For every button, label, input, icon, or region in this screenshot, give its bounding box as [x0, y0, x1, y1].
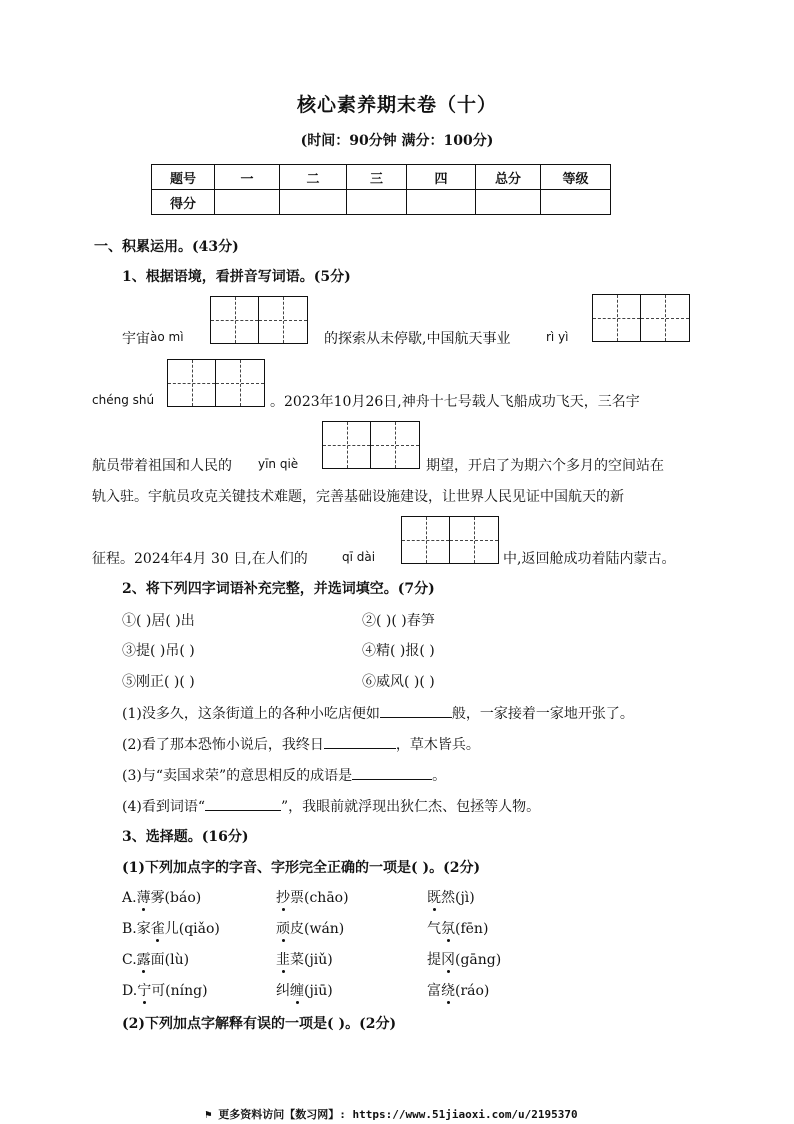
- flag-icon: ⚑: [205, 1108, 219, 1121]
- table-header: 等级: [541, 165, 611, 190]
- sentence-text: ，草木皆兵。: [395, 737, 480, 753]
- sentence-text: 。: [432, 768, 447, 784]
- page-title: 核心素养期末卷（十）: [296, 94, 497, 116]
- fill-sentence: [122, 765, 446, 785]
- sentence-text: (4)看到词语“: [122, 799, 205, 815]
- pinyin-label: ào mì: [150, 330, 184, 344]
- exam-info: (时间：90分钟 满分：100分): [300, 133, 494, 149]
- answer-blank[interactable]: [352, 765, 432, 780]
- option-word: 既然(jì): [427, 890, 475, 906]
- question-heading: 3、选择题。(16分): [122, 829, 249, 845]
- idiom-item: ②( )( )春笋: [362, 613, 435, 629]
- pinyin-label: chéng shú: [92, 393, 155, 407]
- answer-blank[interactable]: [205, 796, 281, 811]
- table-row-label: 得分: [152, 190, 215, 215]
- sub-question: (1)下列加点字的字音、字形完全正确的一项是( )。(2分): [122, 860, 481, 876]
- score-table-header-row: [152, 165, 611, 190]
- fill-sentence: [122, 796, 540, 816]
- answer-blank[interactable]: [324, 734, 396, 749]
- pinyin-label: yīn qiè: [258, 457, 299, 471]
- option-a[interactable]: A.薄雾(báo): [122, 890, 202, 906]
- table-header: 三: [347, 165, 407, 190]
- table-header: 题号: [152, 165, 215, 190]
- option-word: 纠缠(jiū): [276, 983, 333, 999]
- sentence-text: ”，我眼前就浮现出狄仁杰、包拯等人物。: [281, 799, 541, 815]
- score-cell[interactable]: [407, 190, 476, 215]
- option-word: 富绕(ráo): [427, 983, 490, 999]
- text-line: 轨入驻。宇航员攻克关键技术难题，完善基础设施建设，让世界人民见证中国航天的新: [92, 489, 624, 505]
- text-line: 航员带着祖国和人民的: [92, 458, 232, 474]
- text-line: 。2023年10月26日,神舟十七号载人飞船成功飞天，三名宇: [270, 394, 640, 410]
- score-table: [151, 164, 611, 215]
- answer-grid[interactable]: [210, 296, 308, 344]
- idiom-item: ⑥威风( )( ): [362, 674, 435, 690]
- option-b[interactable]: B.家雀儿(qiǎo): [122, 921, 220, 937]
- option-word: 顽皮(wán): [276, 921, 345, 937]
- score-cell[interactable]: [215, 190, 280, 215]
- option-c[interactable]: C.露面(lù): [122, 952, 190, 968]
- footer-link[interactable]: [205, 1106, 578, 1122]
- text-line: 的探索从未停歇,中国航天事业: [324, 331, 511, 347]
- footer-text: 更多资料访问【数习网】: https://www.51jiaoxi.com/u/2195370: [218, 1108, 578, 1121]
- score-table-score-row: [152, 190, 611, 215]
- score-cell[interactable]: [476, 190, 541, 215]
- sub-question: (2)下列加点字解释有误的一项是( )。(2分): [122, 1016, 397, 1032]
- answer-grid[interactable]: [401, 516, 499, 564]
- option-word: 气氛(fēn): [427, 921, 489, 937]
- idiom-item: ④精( )报( ): [362, 643, 435, 659]
- score-cell[interactable]: [280, 190, 347, 215]
- answer-grid[interactable]: [592, 294, 690, 342]
- question-heading: 1、根据语境，看拼音写词语。(5分): [122, 269, 351, 285]
- sentence-text: (2)看了那本恐怖小说后，我终日: [122, 737, 324, 753]
- idiom-item: ③提( )吊( ): [122, 643, 195, 659]
- sentence-text: (1)没多久，这条街道上的各种小吃店便如: [122, 706, 380, 722]
- text-line: 征程。2024年4月 30 日,在人们的: [92, 551, 308, 567]
- option-word: 提冈(gāng): [427, 952, 502, 968]
- table-header: 四: [407, 165, 476, 190]
- text-line: 中,返回舱成功着陆内蒙古。: [503, 551, 676, 567]
- option-word: 抄票(chāo): [276, 890, 349, 906]
- answer-blank[interactable]: [380, 703, 452, 718]
- idiom-item: ⑤刚正( )( ): [122, 674, 195, 690]
- section-heading: 一、积累运用。(43分): [94, 239, 239, 255]
- sentence-text: (3)与“卖国求荣”的意思相反的成语是: [122, 768, 353, 784]
- fill-sentence: [122, 703, 634, 723]
- score-cell[interactable]: [347, 190, 407, 215]
- option-word: 韭菜(jiǔ): [276, 952, 333, 968]
- fill-sentence: [122, 734, 480, 754]
- answer-grid[interactable]: [322, 421, 420, 469]
- question-heading: 2、将下列四字词语补充完整，并选词填空。(7分): [122, 581, 435, 597]
- option-d[interactable]: D.宁可(níng): [122, 983, 208, 999]
- table-header: 一: [215, 165, 280, 190]
- table-header: 二: [280, 165, 347, 190]
- pinyin-label: qī dài: [342, 550, 376, 564]
- pinyin-label: rì yì: [546, 330, 569, 344]
- idiom-item: ①( )居( )出: [122, 613, 195, 629]
- table-header: 总分: [476, 165, 541, 190]
- score-cell[interactable]: [541, 190, 611, 215]
- sentence-text: 般，一家接着一家地开张了。: [451, 706, 634, 722]
- text-line: 期望，开启了为期六个多月的空间站在: [426, 458, 664, 474]
- answer-grid[interactable]: [167, 359, 265, 407]
- text-line: 宇宙: [122, 331, 150, 347]
